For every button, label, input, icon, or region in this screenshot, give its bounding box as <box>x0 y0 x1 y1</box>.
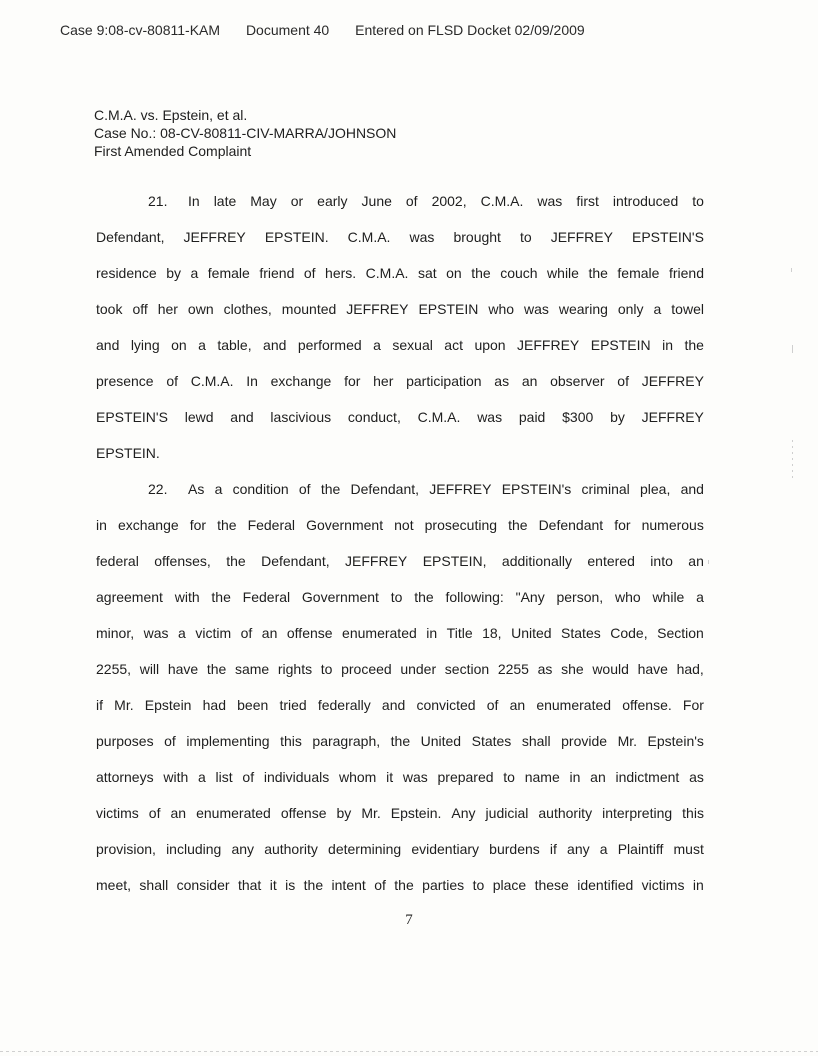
paragraph-2-line <box>96 543 704 579</box>
scan-edge-artifact <box>0 1051 818 1052</box>
docket-header <box>60 22 607 38</box>
complaint-body <box>96 183 704 903</box>
caption-case-no: Case No.: 08-CV-80811-CIV-MARRA/JOHNSON <box>94 125 397 141</box>
paragraph-text: agreement with the Federal Government to the following: "Any person, who while a <box>96 589 704 605</box>
paragraph-number: 22. <box>148 481 168 497</box>
page-number: 7 <box>405 912 413 928</box>
paragraph-1-line <box>96 327 704 363</box>
paragraph-text: EPSTEIN'S lewd and lascivious conduct, C.M.A. was paid $300 by JEFFREY <box>96 409 704 425</box>
paragraph-text: attorneys with a list of individuals whom it was prepared to name in an indictment as <box>96 769 704 785</box>
paragraph-2-line <box>96 615 704 651</box>
paragraph-text: EPSTEIN. <box>96 445 160 461</box>
docket-entry: Entered on FLSD Docket 02/09/2009 <box>355 22 585 38</box>
paragraph-2-line <box>96 795 704 831</box>
paragraph-text: meet, shall consider that it is the intent of the parties to place these identified victims in <box>96 877 704 893</box>
case-number: Case 9:08-cv-80811-KAM <box>60 22 221 38</box>
paragraph-2-line <box>96 723 704 759</box>
caption-title: First Amended Complaint <box>94 143 252 159</box>
paragraph-1-line <box>96 363 704 399</box>
paragraph-1-line <box>96 219 704 255</box>
paragraph-2-line <box>96 831 704 867</box>
paragraph-text: 2255, will have the same rights to proceed under section 2255 as she would have had, <box>96 661 704 677</box>
paragraph-text: presence of C.M.A. In exchange for her participation as an observer of JEFFREY <box>96 373 704 389</box>
paragraph-text: if Mr. Epstein had been tried federally and convicted of an enumerated offense. For <box>96 697 704 713</box>
paragraph-text: purposes of implementing this paragraph, the United States shall provide Mr. Epstein's <box>96 733 704 749</box>
paragraph-text: residence by a female friend of hers. C.M.A. sat on the couch while the female friend <box>96 265 704 281</box>
paragraph-text: As a condition of the Defendant, JEFFREY EPSTEIN's criminal plea, and <box>188 481 704 497</box>
paragraph-text: provision, including any authority determining evidentiary burdens if any a Plaintiff must <box>96 841 704 857</box>
paragraph-2-line <box>96 759 704 795</box>
paragraph-2-line <box>96 579 704 615</box>
paragraph-number: 21. <box>148 193 168 209</box>
paragraph-1-line <box>96 183 704 219</box>
paragraph-text: in exchange for the Federal Government not prosecuting the Defendant for numerous <box>96 517 704 533</box>
paragraph-text: minor, was a victim of an offense enumerated in Title 18, United States Code, Section <box>96 625 704 641</box>
case-caption <box>94 106 396 160</box>
paragraph-2-line <box>96 687 704 723</box>
paragraph-text: took off her own clothes, mounted JEFFREY EPSTEIN who was wearing only a towel <box>96 301 704 317</box>
paragraph-1-line <box>96 255 704 291</box>
caption-parties: C.M.A. vs. Epstein, et al. <box>94 107 248 123</box>
paragraph-1-line <box>96 435 704 471</box>
paragraph-text: In late May or early June of 2002, C.M.A. was first introduced to <box>188 193 704 209</box>
paragraph-2-line <box>96 507 704 543</box>
paragraph-2-line <box>96 651 704 687</box>
document-number: Document 40 <box>245 22 330 38</box>
paragraph-text: victims of an enumerated offense by Mr. Epstein. Any judicial authority interpreting this <box>96 805 704 821</box>
paragraph-1-line <box>96 399 704 435</box>
paragraph-text: Defendant, JEFFREY EPSTEIN. C.M.A. was brought to JEFFREY EPSTEIN'S <box>96 229 704 245</box>
paragraph-1-line <box>96 291 704 327</box>
paragraph-text: and lying on a table, and performed a sexual act upon JEFFREY EPSTEIN in the <box>96 337 704 353</box>
paragraph-text: federal offenses, the Defendant, JEFFREY EPSTEIN, additionally entered into an <box>96 553 704 569</box>
paragraph-2-line <box>96 867 704 903</box>
paragraph-2-line <box>96 471 704 507</box>
